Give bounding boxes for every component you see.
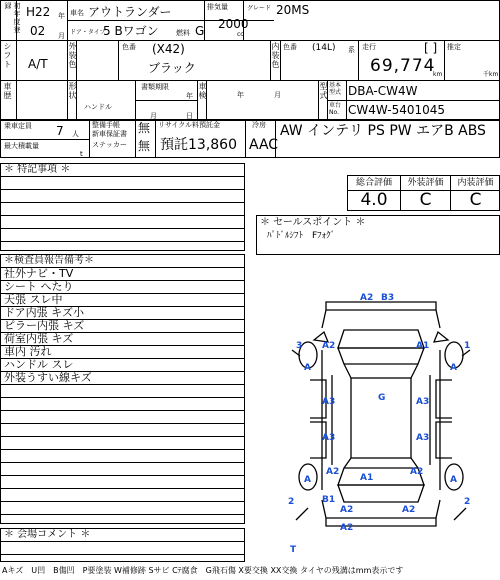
damage-mark: 2 [464, 497, 471, 507]
int-color-label: 内装色 [271, 42, 280, 69]
month-unit: 月 [58, 32, 65, 40]
month-value: 02 [30, 24, 46, 38]
color-code: (X42) [152, 42, 185, 56]
int-color-no-label: 色番 [283, 43, 297, 51]
estimate-label: 推定 [447, 43, 461, 51]
docs-day-label: 日 [186, 112, 193, 120]
damage-mark: A1 [360, 473, 374, 483]
capacity-value: 7 [56, 124, 64, 138]
interior-rating-label: 内装評価 [457, 178, 494, 188]
capacity-label: 乗車定員 [4, 122, 32, 130]
damage-mark: B3 [381, 293, 395, 303]
inspection-month-label: 月 [274, 91, 281, 99]
max-load-unit: t [80, 150, 83, 158]
damage-mark: G [378, 393, 386, 403]
max-load-label: 最大積載量 [4, 142, 39, 150]
special-notes-title: ＊ 特記事項 ＊ [1, 164, 244, 177]
interior-rating-value: C [469, 190, 482, 210]
chassis-label: 車台No. [329, 102, 342, 116]
grade-label: グレード [247, 5, 272, 12]
damage-mark: A1 [416, 341, 430, 351]
color-no-label: 色番 [122, 43, 136, 51]
displacement-unit: cc [237, 31, 244, 38]
inspector-note-item: ドア内張 キズ小 [1, 307, 244, 320]
basic-model-label: 基本型式 [329, 82, 342, 96]
model-value: DBA-CW4W [348, 84, 418, 98]
inspector-notes-panel [0, 254, 245, 524]
damage-mark: B1 [322, 495, 336, 505]
sales-point-panel [256, 215, 500, 255]
shift-label: シフト [3, 42, 12, 69]
inspector-note-item: ピラー内張 キズ [1, 320, 244, 333]
damage-mark: 1 [464, 341, 471, 351]
displacement-label: 排気量 [207, 3, 228, 11]
damage-mark: A2 [360, 293, 374, 303]
damage-legend: Aキズ U凹 B傷凹 P要塗装 W補修跡 Sサビ Cﾃ腐食 G飛石傷 X要交換 XX交換 タイヤの残溝はmm表示です [2, 566, 404, 575]
year-unit: 年 [58, 12, 65, 20]
overall-rating-value: 4.0 [360, 190, 388, 210]
grade-value: 20MS [276, 3, 310, 17]
inspector-note-item: 荷室内張 キズ [1, 333, 244, 346]
inspector-note-item: 外装うすい線キズ [1, 372, 244, 385]
equipment-list: AW インテリ PS PW エアB ABS [280, 123, 486, 139]
damage-mark: A3 [322, 433, 336, 443]
sticker-value: 無 [138, 139, 151, 153]
inspector-note-item: ハンドル スレ [1, 359, 244, 372]
shift-value: A/T [28, 57, 48, 71]
door-type: 5 Bワゴン [103, 24, 159, 38]
recycle-value: 預託13,860 [160, 137, 237, 153]
docs-deadline-label: 書類期限 [141, 83, 169, 91]
recycle-label: リサイクル料預託金 [158, 121, 221, 129]
mileage-unit: km [433, 71, 443, 78]
shape-label: 形状 [68, 82, 77, 100]
damage-mark: A3 [322, 397, 336, 407]
damage-mark: 3 [296, 341, 303, 351]
door-type-label: ドア・タイプ [70, 29, 106, 36]
car-name-label: 車名 [70, 9, 84, 17]
first-reg-label: 初年度登録 [4, 2, 21, 34]
sales-point-title: ＊ セールスポイント ＊ [260, 217, 366, 228]
aircon-label: 冷房 [252, 121, 266, 129]
inspector-note-item: 車内 汚れ [1, 346, 244, 359]
color-name: ブラック [148, 61, 196, 75]
aircon-value: AAC [249, 137, 279, 153]
docs-month-label: 月 [150, 112, 157, 120]
model-label: 型式 [319, 82, 328, 100]
car-name: アウトランダー [88, 5, 172, 19]
damage-mark: A2 [402, 505, 416, 515]
damage-mark: A [450, 475, 457, 485]
warranty-label: 新車保証書 [92, 130, 127, 138]
sales-point-text: ﾊﾟﾄﾞﾙｼﾌﾄ Fﾌｫｸﾞ [267, 231, 336, 241]
inspector-note-item: 社外ナビ・TV [1, 268, 244, 281]
int-color-code: (14L) [312, 43, 336, 53]
damage-mark: A2 [326, 467, 340, 477]
car-damage-diagram [256, 290, 500, 560]
inspector-note-item: シート へたり [1, 281, 244, 294]
damage-mark: A [304, 475, 311, 485]
inspection-year-label: 年 [237, 91, 244, 99]
damage-mark: A3 [416, 433, 430, 443]
damage-mark: A2 [340, 505, 354, 515]
inspection-label: 車検 [198, 82, 207, 100]
ext-color-label: 外装色 [68, 42, 77, 69]
maintenance-value: 無 [138, 121, 151, 135]
thousand-km-unit: 千km [483, 71, 499, 78]
mileage-bracket: [ ] [424, 41, 438, 55]
chassis-value: CW4W-5401045 [348, 103, 446, 117]
damage-mark: A2 [410, 467, 424, 477]
damage-mark: A2 [340, 523, 354, 533]
special-notes-panel [0, 163, 245, 251]
year-value: H22 [26, 5, 51, 19]
overall-rating-label: 総合評価 [355, 178, 392, 188]
damage-mark: A [450, 363, 457, 373]
damage-mark: 2 [288, 497, 295, 507]
history-label: 車歴 [3, 82, 12, 100]
handle-label: ハンドル [84, 103, 112, 111]
displacement-value: 2000 [218, 17, 249, 31]
exterior-rating-value: C [419, 190, 432, 210]
maintenance-label: 整備手帳 [92, 121, 120, 129]
fuel-value: G [195, 24, 205, 38]
docs-year-label: 年 [186, 92, 193, 100]
damage-mark: A3 [416, 397, 430, 407]
mileage-value: 69,774 [370, 56, 436, 76]
fuel-label: 燃料 [176, 29, 190, 37]
damage-mark: T [290, 545, 297, 555]
mileage-label: 走行 [362, 43, 376, 51]
series-label: 系 [348, 46, 355, 54]
exterior-rating-label: 外装評価 [407, 178, 444, 188]
damage-mark: A [304, 363, 311, 373]
capacity-unit: 人 [72, 130, 79, 138]
inspector-note-item: 天張 スレ中 [1, 294, 244, 307]
inspector-notes-title: ＊検査員報告備考＊ [1, 255, 244, 268]
venue-comment-title: ＊ 会場コメント ＊ [1, 529, 244, 542]
damage-mark: A2 [322, 341, 336, 351]
venue-comment-panel [0, 528, 245, 562]
sticker-label: ステッカー [92, 141, 127, 149]
